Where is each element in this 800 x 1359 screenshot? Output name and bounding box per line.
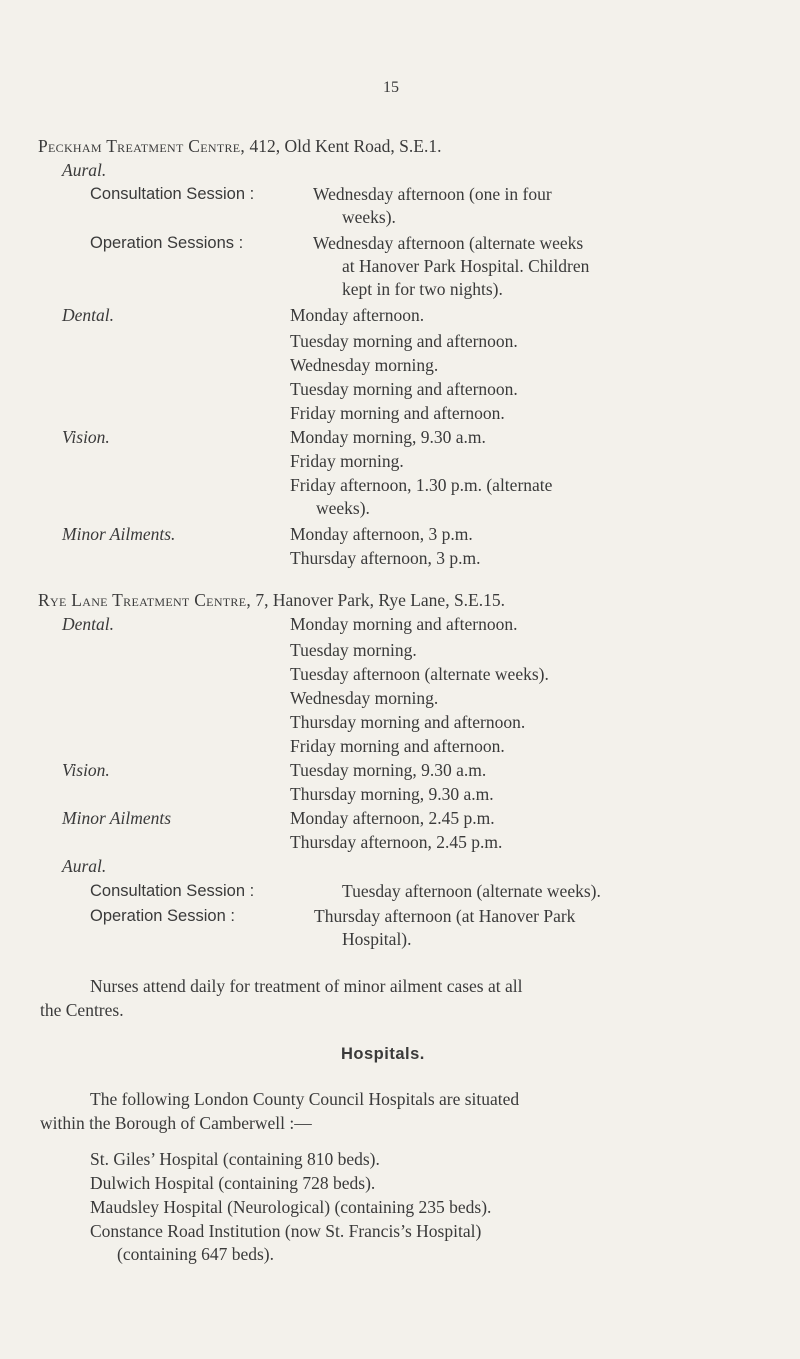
hospital-list-item: (containing 647 beds). [117, 1244, 274, 1264]
peckham-minor-line: Monday afternoon, 3 p.m. [290, 524, 473, 544]
peckham-operation-line: Wednesday afternoon (alternate weeks [313, 233, 584, 253]
peckham-vision-label: Vision. [62, 427, 110, 447]
hospitals-heading: Hospitals. [341, 1045, 425, 1063]
peckham-minor-line: Thursday afternoon, 3 p.m. [290, 548, 481, 568]
rye-dental-label: Dental. [62, 614, 115, 634]
rye-dental-line: Thursday morning and afternoon. [290, 712, 526, 732]
hospital-list-item: Dulwich Hospital (containing 728 beds). [90, 1173, 376, 1193]
rye-minor-line: Monday afternoon, 2.45 p.m. [290, 808, 495, 828]
page-number: 15 [383, 79, 399, 96]
rye-dental-line: Friday morning and afternoon. [290, 736, 505, 756]
hospital-list-item: Maudsley Hospital (Neurological) (containing 235 beds). [90, 1197, 492, 1217]
rye-heading-name: Rye Lane Treatment Centre, [38, 590, 252, 610]
hospital-list-item: Constance Road Institution (now St. Francis’s Hospital) [90, 1221, 482, 1241]
rye-consultation-line: Tuesday afternoon (alternate weeks). [342, 881, 601, 901]
peckham-minor-label: Minor Ailments. [62, 524, 176, 544]
rye-heading [38, 590, 505, 610]
peckham-aural-label: Aural. [62, 160, 107, 180]
peckham-consultation-label: Consultation Session : [90, 185, 255, 203]
rye-dental-line: Tuesday morning. [290, 640, 417, 660]
peckham-vision-line: Friday morning. [290, 451, 404, 471]
rye-vision-line: Thursday morning, 9.30 a.m. [290, 784, 494, 804]
peckham-dental-label: Dental. [62, 305, 115, 325]
rye-operation-label: Operation Session : [90, 907, 235, 925]
rye-dental-line: Monday morning and afternoon. [290, 614, 518, 634]
peckham-dental-line: Monday afternoon. [290, 305, 425, 325]
peckham-consultation-line: weeks). [342, 207, 396, 227]
peckham-heading [38, 136, 441, 156]
hospitals-intro-line: The following London County Council Hospitals are situated [90, 1089, 520, 1109]
peckham-heading-name: Peckham Treatment Centre, [38, 136, 246, 156]
rye-operation-line: Hospital). [342, 929, 412, 949]
rye-consultation-label: Consultation Session : [90, 882, 255, 900]
peckham-operation-label: Operation Sessions : [90, 234, 244, 252]
rye-aural-label: Aural. [62, 856, 107, 876]
rye-dental-line: Tuesday afternoon (alternate weeks). [290, 664, 549, 684]
rye-heading-address: 7, Hanover Park, Rye Lane, S.E.15. [251, 590, 505, 610]
hospital-list-item: St. Giles’ Hospital (containing 810 beds). [90, 1149, 380, 1169]
peckham-dental-line: Tuesday morning and afternoon. [290, 331, 518, 351]
rye-minor-line: Thursday afternoon, 2.45 p.m. [290, 832, 503, 852]
peckham-dental-line: Wednesday morning. [290, 355, 439, 375]
rye-vision-line: Tuesday morning, 9.30 a.m. [290, 760, 487, 780]
nurses-paragraph-line: Nurses attend daily for treatment of minor ailment cases at all [90, 976, 523, 996]
peckham-dental-line: Tuesday morning and afternoon. [290, 379, 518, 399]
peckham-vision-line: Monday morning, 9.30 a.m. [290, 427, 486, 447]
rye-operation-line: Thursday afternoon (at Hanover Park [314, 906, 576, 926]
nurses-paragraph-line: the Centres. [40, 1000, 124, 1020]
hospitals-intro-line: within the Borough of Camberwell :— [40, 1113, 312, 1133]
peckham-operation-line: kept in for two nights). [342, 279, 503, 299]
peckham-vision-line: weeks). [316, 498, 370, 518]
peckham-vision-line: Friday afternoon, 1.30 p.m. (alternate [290, 475, 553, 495]
rye-dental-line: Wednesday morning. [290, 688, 439, 708]
rye-minor-label: Minor Ailments [62, 808, 172, 828]
peckham-dental-line: Friday morning and afternoon. [290, 403, 505, 423]
peckham-consultation-line: Wednesday afternoon (one in four [313, 184, 552, 204]
peckham-operation-line: at Hanover Park Hospital. Children [342, 256, 590, 276]
peckham-heading-address: 412, Old Kent Road, S.E.1. [245, 136, 442, 156]
rye-vision-label: Vision. [62, 760, 110, 780]
